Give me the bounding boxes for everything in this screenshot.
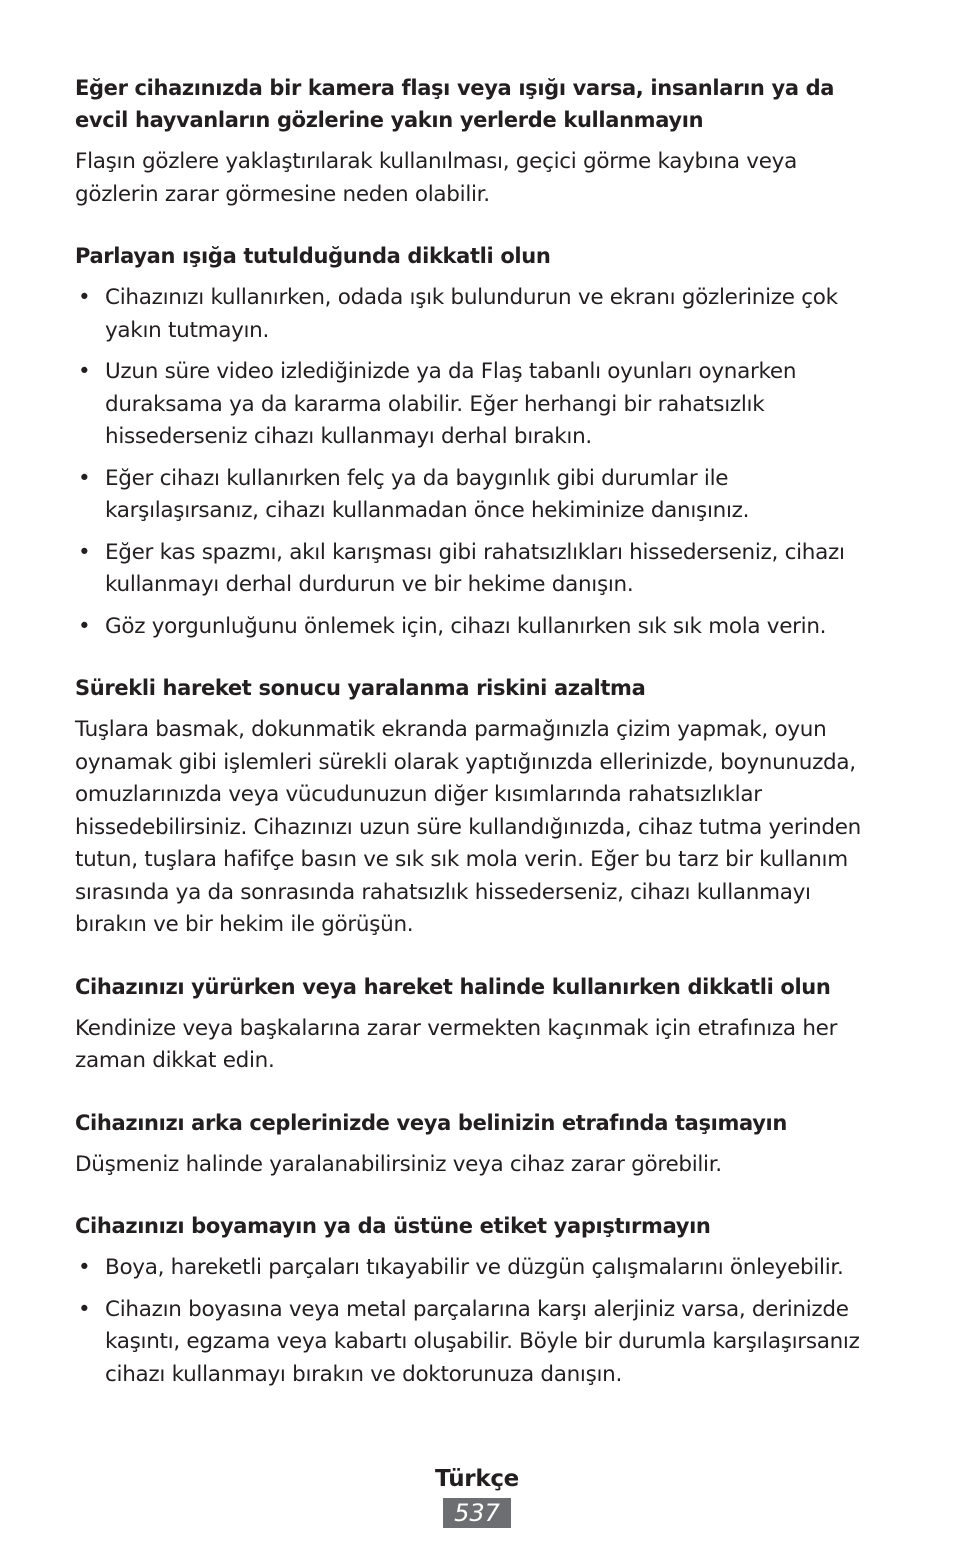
list-item [75, 463, 885, 528]
section-paint-stickers [75, 1210, 885, 1391]
list-item [75, 1294, 885, 1392]
list-item-text: Boya, hareketli parçaları tıkayabilir ve düzgün çalışmalarını önleyebilir. [105, 1255, 844, 1280]
section-heading: Sürekli hareket sonucu yaralanma riskini azaltma [75, 676, 646, 700]
list-item-text: Cihazınızı kullanırken, odada ışık bulundurun ve ekranı gözlerinize çok yakın tutmayın. [105, 285, 838, 343]
list-item [75, 611, 885, 644]
page-number: 537 [443, 1498, 511, 1528]
bullet-icon: • [78, 539, 91, 565]
section-heading: Eğer cihazınızda bir kamera flaşı veya ışığı varsa, insanların ya da evcil hayvanların gözlerine yakın yerlerde kullanmayın [75, 76, 835, 132]
section-heading: Parlayan ışığa tutulduğunda dikkatli olun [75, 244, 551, 268]
bullet-icon: • [78, 359, 91, 384]
list-item-text: Uzun süre video izlediğinizde ya da Flaş tabanlı oyunları oynarken duraksama ya da kararma olabilir. Eğer herhangi bir rahatsızlık hissederseniz cihazı kullanmayı derhal bırakın. [105, 359, 797, 449]
section-back-pocket [75, 1107, 885, 1182]
section-heading: Cihazınızı arka ceplerinizde veya belinizin etrafında taşımayın [75, 1110, 787, 1135]
list-item-text: Göz yorgunluğunu önlemek için, cihazı kullanırken sık sık mola verin. [105, 613, 827, 639]
list-item [75, 282, 885, 347]
bullet-icon: • [78, 285, 91, 310]
bullet-icon: • [78, 613, 91, 639]
list-item-text: Cihazın boyasına veya metal parçalarına karşı alerjiniz varsa, derinizde kaşıntı, egzama veya kabartı oluşabilir. Böyle bir durumla karşılaşırsanız cihazı kullanmayı bırakın ve doktorunuza danışın. [105, 1296, 860, 1387]
list-item-text: Eğer kas spazmı, akıl karışması gibi rahatsızlıkları hissederseniz, cihazı kullanmayı derhal durdurun ve bir hekime danışın. [105, 539, 845, 597]
section-repetitive-motion [75, 672, 885, 942]
manual-page-content [75, 72, 885, 1391]
section-paragraph: Flaşın gözlere yaklaştırılarak kullanılması, geçici görme kaybına veya gözlerin zarar görmesine neden olabilir. [75, 149, 797, 207]
list-item [75, 1252, 885, 1285]
section-heading: Cihazınızı boyamayın ya da üstüne etiket yapıştırmayın [75, 1214, 711, 1238]
section-heading: Cihazınızı yürürken veya hareket halinde kullanırken dikkatli olun [75, 974, 831, 999]
bullet-list [75, 1252, 885, 1391]
section-paragraph: Düşmeniz halinde yaralanabilirsiniz veya cihaz zarar görebilir. [75, 1151, 722, 1177]
list-item [75, 537, 885, 602]
list-item-text: Eğer cihazı kullanırken felç ya da baygınlık gibi durumlar ile karşılaşırsanız, cihazı kullanmadan önce hekiminize danışınız. [105, 465, 750, 523]
language-label: Türkçe [435, 1466, 519, 1492]
page-footer [0, 1462, 954, 1528]
section-bright-light [75, 240, 885, 643]
section-paragraph: Tuşlara basmak, dokunmatik ekranda parmağınızla çizim yapmak, oyun oynamak gibi işlemleri sürekli olarak yaptığınızda ellerinizde, boynunuzda, omuzlarınızda veya vücudunuzun diğer kısımlarında rahatsızlıklar hissedebilirsiniz. Cihazınızı uzun süre kullandığınızda, cihaz tutma yerinden tutun, tuşlara hafifçe basın ve sık sık mola verin. Eğer bu tarz bir kullanım sırasında ya da sonrasında rahatsızlık hissederseniz, cihazı kullanmayı bırakın ve bir hekim ile görüşün. [75, 717, 861, 937]
bullet-icon: • [78, 1255, 91, 1280]
list-item [75, 356, 885, 454]
section-walking [75, 971, 885, 1078]
bullet-icon: • [78, 1296, 91, 1322]
section-camera-flash [75, 72, 885, 211]
bullet-list [75, 282, 885, 643]
bullet-icon: • [78, 465, 91, 491]
section-paragraph: Kendinize veya başkalarına zarar vermekten kaçınmak için etrafınıza her zaman dikkat edin. [75, 1015, 838, 1073]
